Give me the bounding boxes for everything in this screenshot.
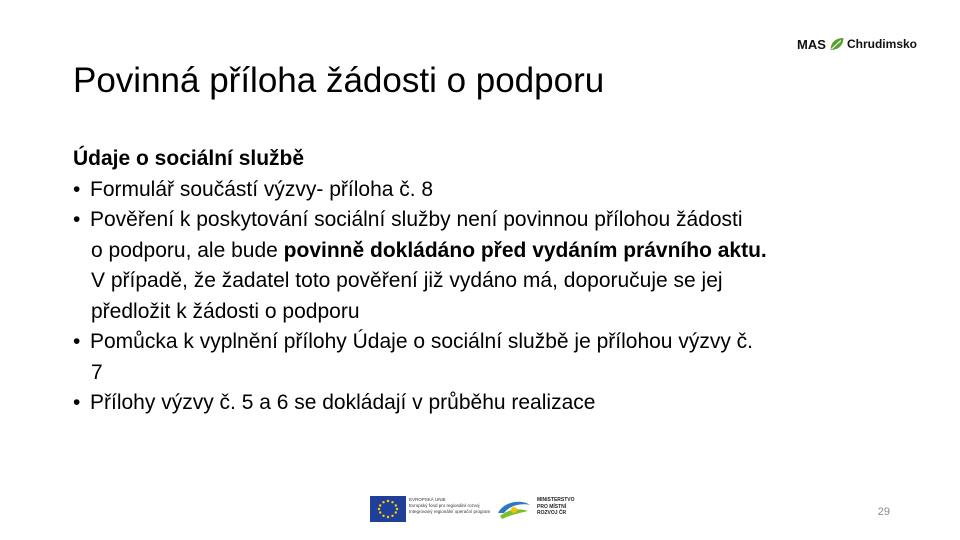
leaf-icon [828, 34, 845, 54]
bullet-text: Přílohy výzvy č. 5 a 6 se dokládají v průběhu realizace [90, 391, 596, 414]
mmr-caption [537, 497, 593, 517]
bullet-item [73, 175, 913, 206]
mmr-caption-line: MINISTERSTVO [537, 497, 575, 503]
bullet-text-continued: 7 [91, 360, 103, 384]
bullet-text-normal: o podporu, ale bude [91, 238, 284, 262]
bullet-text: Pověření k poskytování sociální služby není povinnou přílohou žádosti [90, 208, 743, 231]
bullet-dot: • [73, 177, 81, 201]
bullet-text-continued: V případě, že žadatel toto pověření již vydáno má, doporučuje se jej [91, 269, 723, 292]
eu-flag-icon [370, 496, 406, 522]
bullet-dot: • [73, 208, 81, 231]
section-subheading: Údaje o sociální službě [73, 147, 305, 170]
slide-content [73, 144, 913, 419]
eu-caption-line: Evropský fond pro regionální rozvoj [409, 503, 480, 508]
mmr-caption-line: PRO MÍSTNÍ [537, 503, 567, 510]
eu-caption-line: EVROPSKÁ UNIE [409, 497, 446, 502]
bullet-dot: • [73, 391, 81, 414]
logo-chrudimsko-text: Chrudimsko [846, 37, 917, 51]
bullet-text-bold: povinně dokládáno před vydáním právního aktu. [283, 238, 767, 262]
mas-chrudimsko-logo [797, 32, 917, 56]
bullet-text-continued: předložit k žádosti o podporu [91, 299, 360, 323]
bullet-text: Pomůcka k vyplnění přílohy Údaje o sociální službě je přílohou výzvy č. [90, 330, 753, 353]
mmr-logo-icon [494, 497, 534, 521]
eu-caption-line: Integrovaný regionální operační program [409, 509, 491, 514]
bullet-item [73, 388, 913, 419]
bullet-item [73, 205, 913, 327]
mmr-caption-line: ROZVOJ ČR [537, 510, 567, 516]
footer-logos [370, 494, 590, 524]
bullet-text-continued [90, 236, 913, 267]
page-number: 29 [877, 506, 890, 518]
page-title: Povinná příloha žádosti o podporu [73, 61, 605, 100]
logo-mas-text: MAS [797, 36, 826, 52]
bullet-text: Formulář součástí výzvy- příloha č. 8 [90, 177, 434, 201]
bullet-item [73, 327, 913, 388]
eu-caption [409, 497, 491, 515]
bullet-dot: • [73, 330, 81, 353]
